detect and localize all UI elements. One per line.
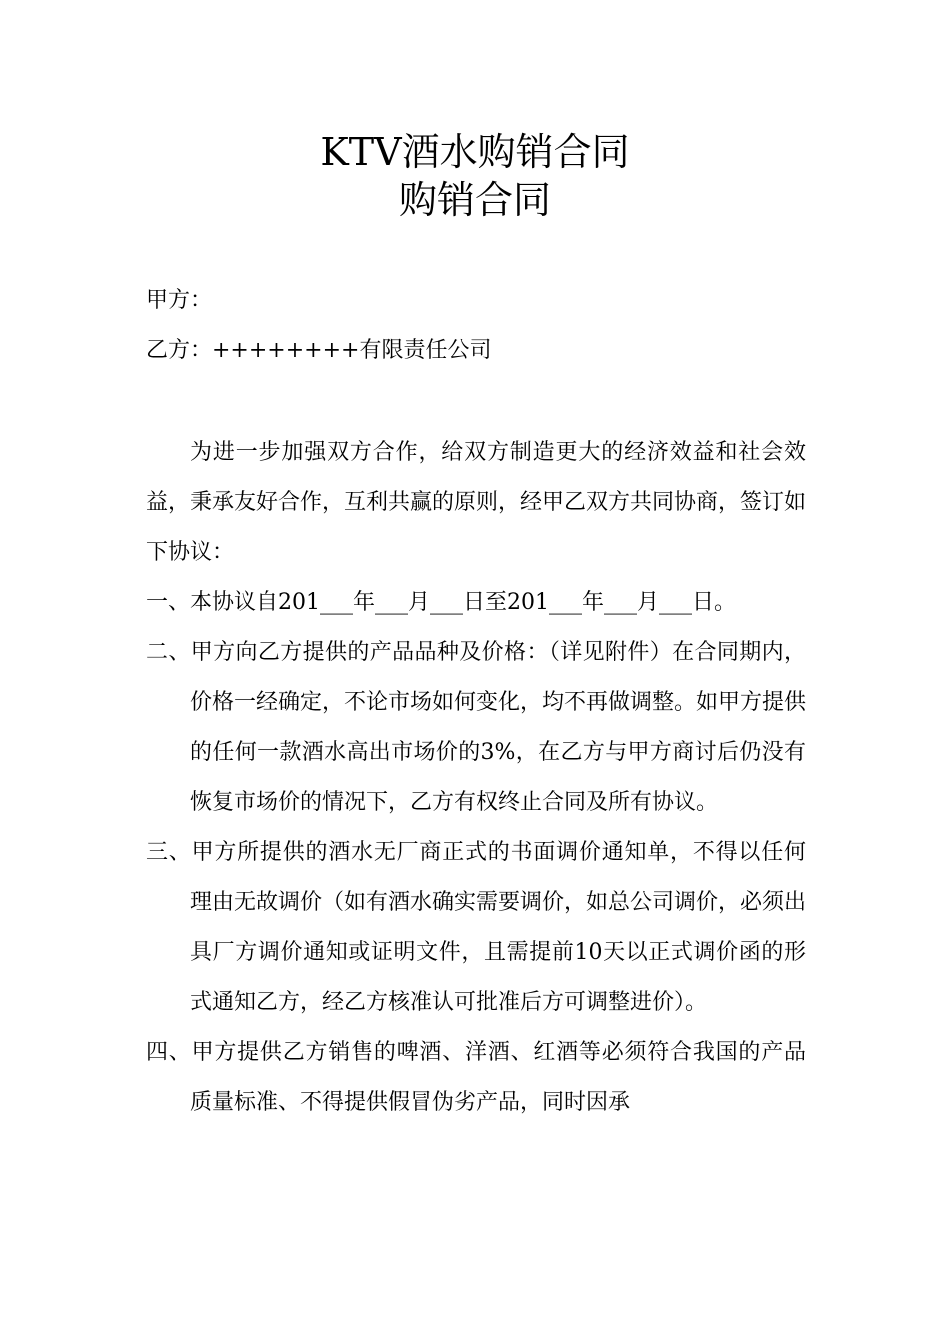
clause-text: 甲方向乙方提供的产品品种及价格：（详见附件）在合同期内，价格一经确定，不论市场如何变化，均不再做调整。如甲方提供的任何一款酒水高出市场价的3%，在乙方与甲方商讨后仍没有恢复市场价的情况下，乙方有权终止合同及所有协议。 xyxy=(190,640,807,815)
document-subtitle: 购销合同 xyxy=(398,178,551,222)
clause-number: 三、 xyxy=(146,840,192,865)
clause-3 xyxy=(146,828,806,1028)
party-a-line: 甲方： xyxy=(146,288,213,313)
clause-1 xyxy=(146,578,806,628)
clause-number: 二、 xyxy=(146,640,191,665)
clause-number: 四、 xyxy=(146,1040,192,1065)
intro-paragraph: 为进一步加强双方合作，给双方制造更大的经济效益和社会效益，秉承友好合作，互利共赢的原则，经甲乙双方共同协商，签订如下协议： xyxy=(146,440,807,565)
document-title: KTV酒水购销合同 xyxy=(320,130,630,174)
clause-4 xyxy=(146,1028,806,1128)
clause-number: 一、 xyxy=(146,590,191,615)
contract-body xyxy=(146,428,806,1128)
clause-text: 甲方所提供的酒水无厂商正式的书面调价通知单，不得以任何理由无故调价（如有酒水确实需要调价，如总公司调价，必须出具厂方调价通知或证明文件，且需提前10天以正式调价函的形式通知乙方，经乙方核准认可批准后方可调整进价）。 xyxy=(190,840,807,1015)
clause-text: 甲方提供乙方销售的啤酒、洋酒、红酒等必须符合我国的产品质量标准、不得提供假冒伪劣产品，同时因承 xyxy=(190,1040,806,1115)
clause-2 xyxy=(146,628,806,828)
clause-text: 本协议自201___年___月___日至201___年___月___日。 xyxy=(190,590,736,615)
party-b-line: 乙方：++++++++有限责任公司 xyxy=(146,338,492,363)
